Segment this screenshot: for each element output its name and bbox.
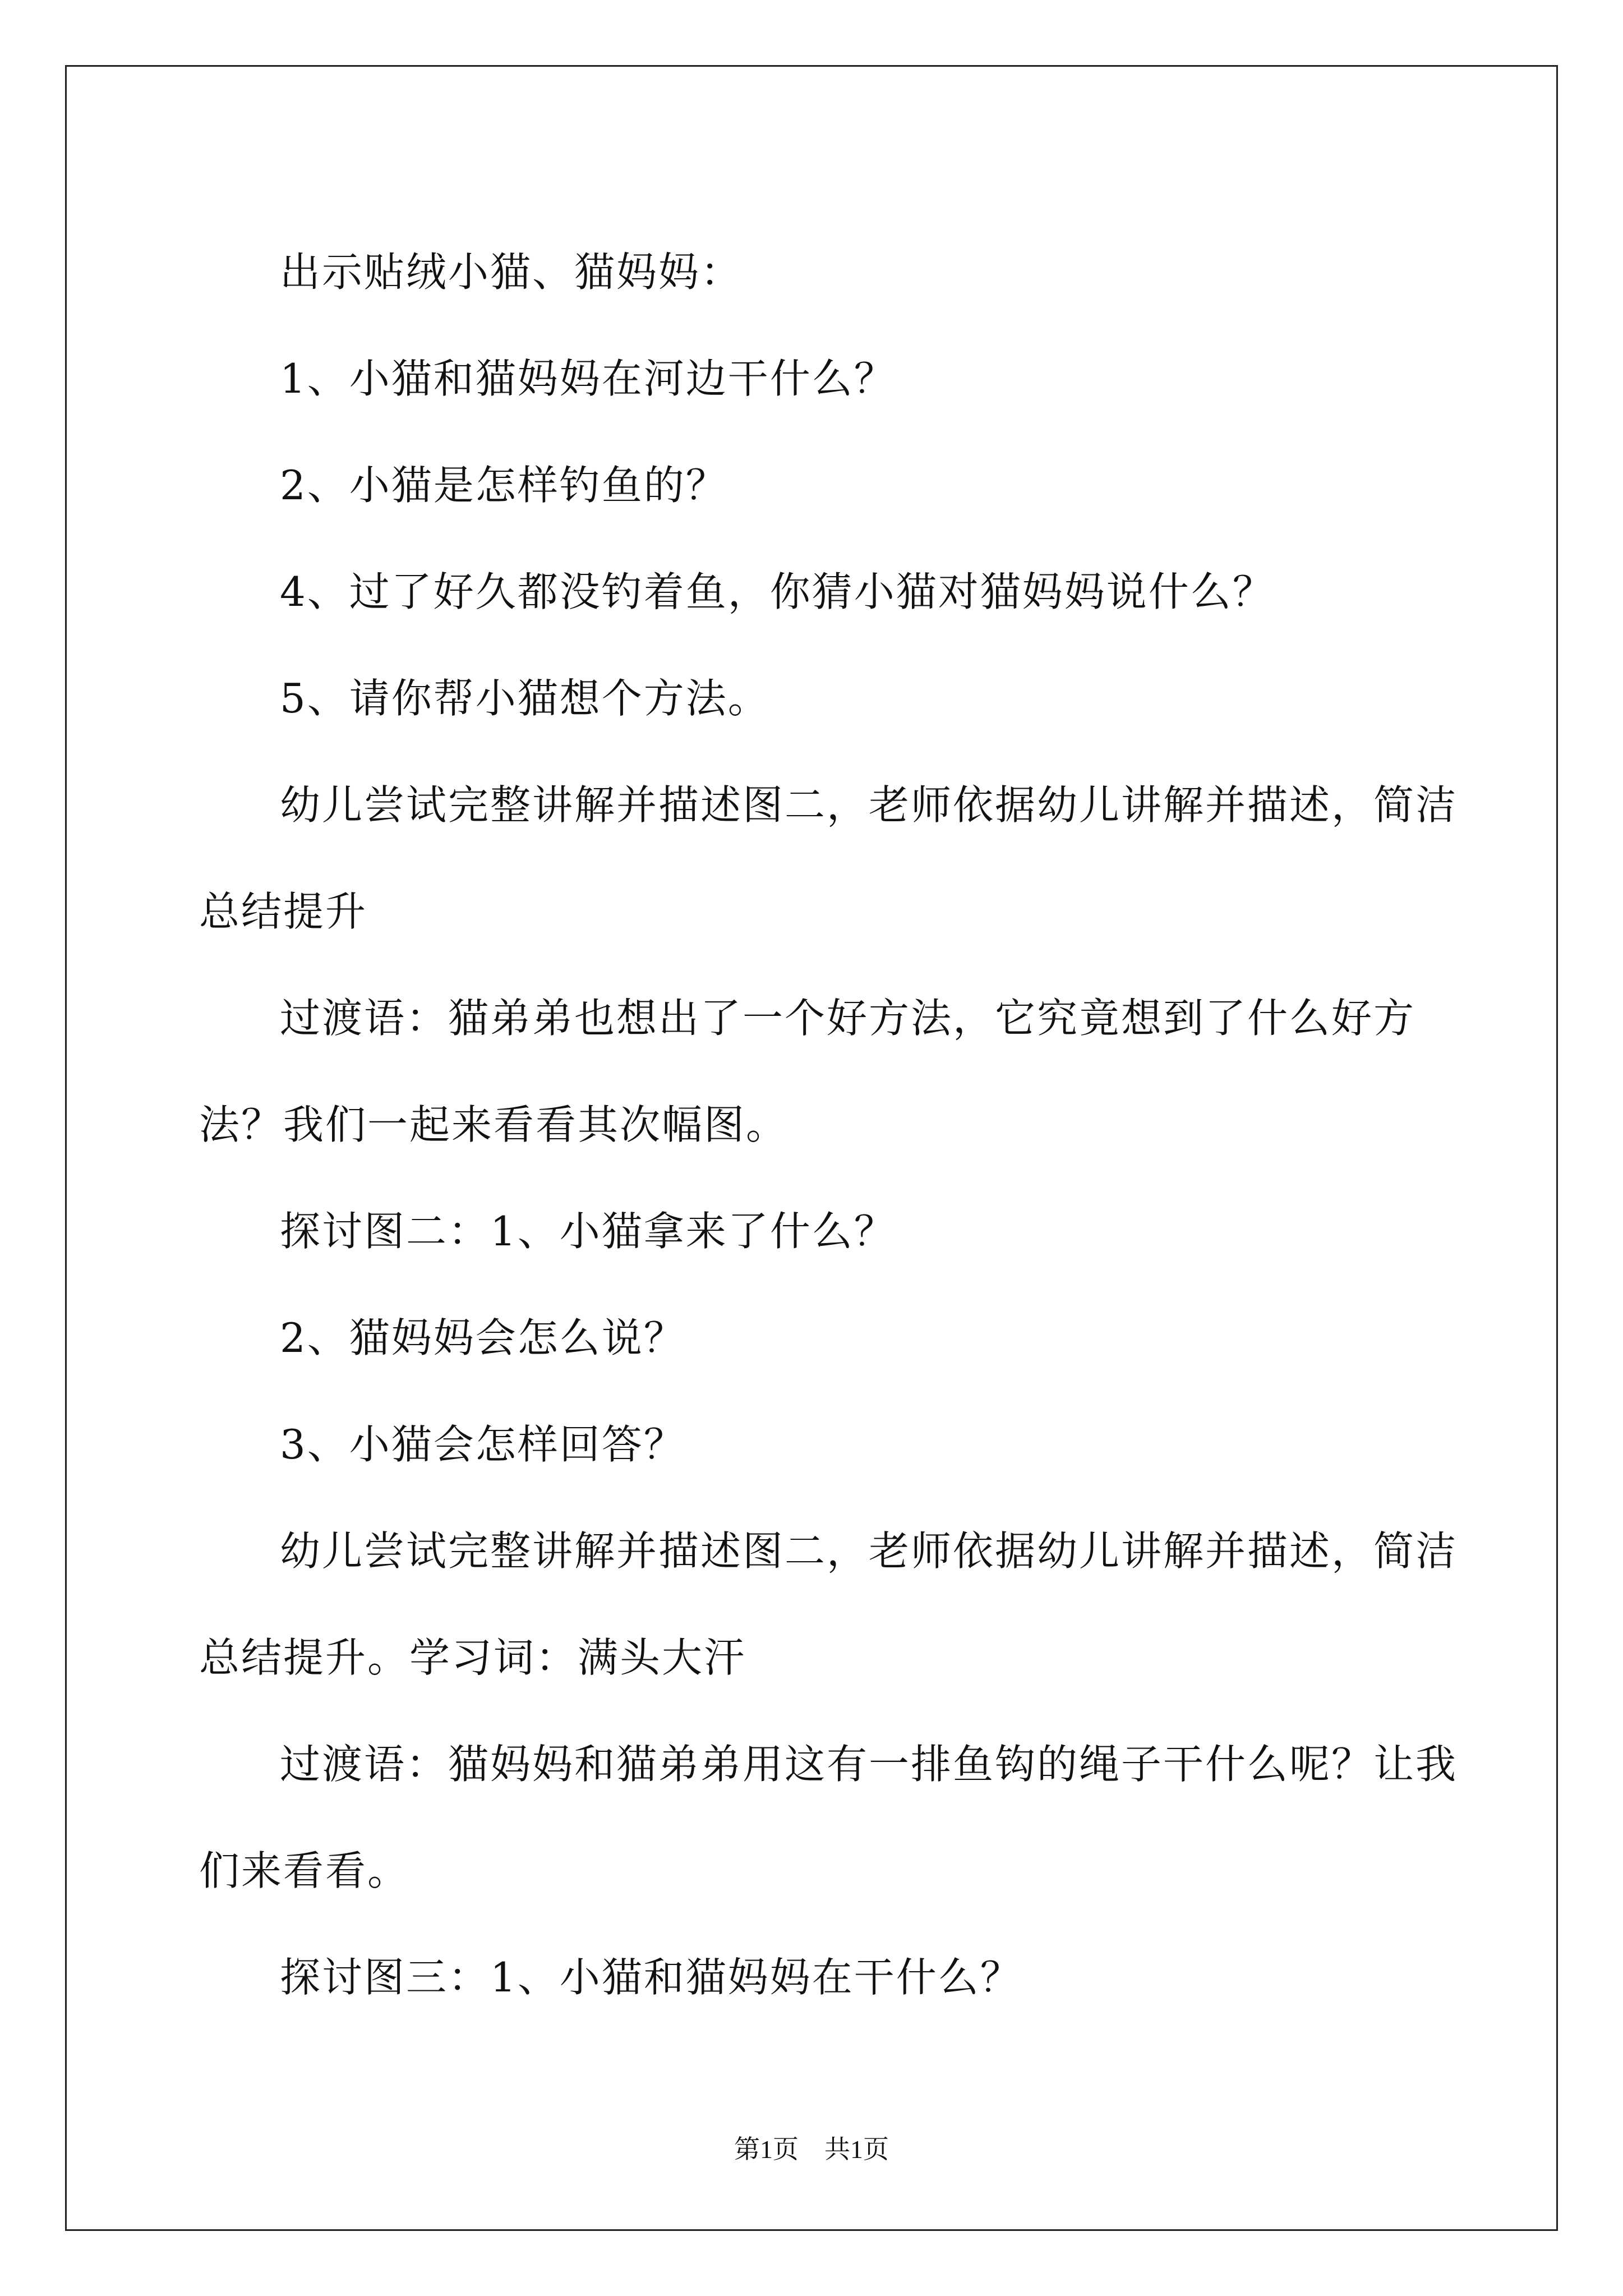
document-body <box>199 219 1483 2031</box>
paragraph: 2、小猫是怎样钓鱼的？ <box>280 462 728 509</box>
paragraph: 幼儿尝试完整讲解并描述图二，老师依据幼儿讲解并描述，简洁总结提升 <box>199 781 1458 935</box>
paragraph: 探讨图三：1、小猫和猫妈妈在干什么？ <box>280 1954 1022 2001</box>
paragraph: 幼儿尝试完整讲解并描述图二，老师依据幼儿讲解并描述，简洁总结提升。学习词：满头大汗 <box>199 1527 1458 1681</box>
paragraph: 出示贴绒小猫、猫妈妈： <box>280 249 743 296</box>
page-footer <box>0 2129 1623 2166</box>
paragraph: 1、小猫和猫妈妈在河边干什么？ <box>280 355 896 402</box>
paragraph: 3、小猫会怎样回答？ <box>280 1421 686 1468</box>
paragraph: 5、请你帮小猫想个方法。 <box>280 675 770 722</box>
page-total: 共1页 <box>824 2135 889 2164</box>
paragraph: 过渡语：猫弟弟也想出了一个好方法，它究竟想到了什么好方法？我们一起来看看其次幅图。 <box>199 995 1416 1148</box>
page-number: 第1页 <box>734 2135 799 2164</box>
paragraph: 过渡语：猫妈妈和猫弟弟用这有一排鱼钩的绳子干什么呢？让我们来看看。 <box>199 1741 1458 1894</box>
paragraph: 探讨图二：1、小猫拿来了什么？ <box>280 1208 896 1255</box>
paragraph: 4、过了好久都没钓着鱼，你猜小猫对猫妈妈说什么？ <box>280 568 1275 615</box>
paragraph: 2、猫妈妈会怎么说？ <box>280 1314 686 1361</box>
